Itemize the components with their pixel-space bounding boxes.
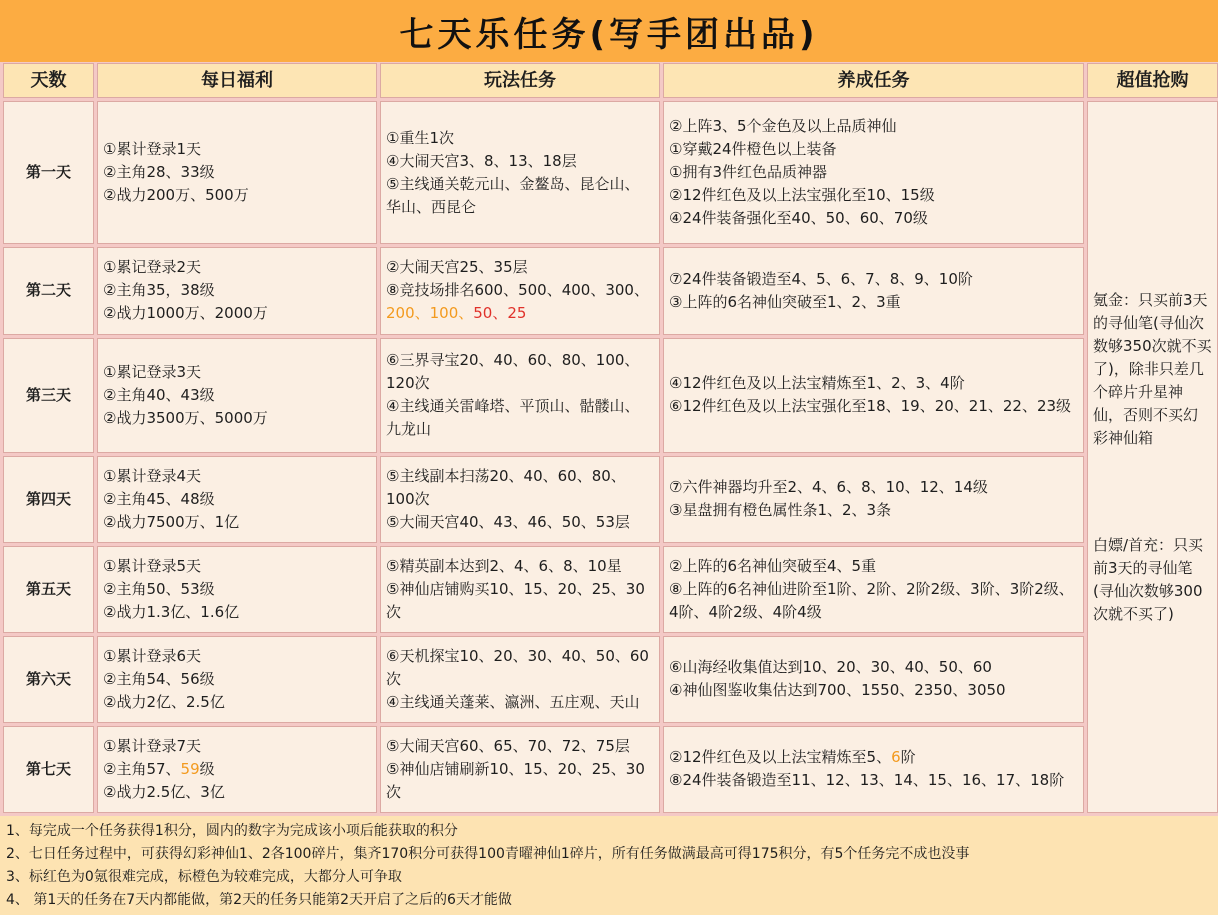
day-label: 第三天 xyxy=(3,338,94,453)
welfare-line xyxy=(103,758,371,781)
task-text: ⑤神仙店铺刷新10、15、20、25、30次 xyxy=(386,759,645,801)
note-line: 1、每完成一个任务获得1积分，圆内的数字为完成该小项后能获取的积分 xyxy=(6,823,458,839)
play-item xyxy=(386,173,654,219)
task-text: ④神仙图鉴收集估达到700、1550、2350、3050 xyxy=(669,681,1006,700)
growth-cell xyxy=(663,247,1084,334)
welfare-cell xyxy=(97,546,377,633)
task-text: ⑥三界寻宝20、40、60、80、100、120次 xyxy=(386,351,640,393)
welfare-text: ②主角45、48级 xyxy=(103,489,215,508)
growth-item xyxy=(669,499,1078,522)
welfare-line xyxy=(103,256,371,279)
welfare-cell xyxy=(97,247,377,334)
note-line: 4、 第1天的任务在7天内都能做，第2天的任务只能第2天开启了之后的6天才能做 xyxy=(6,892,512,908)
day-label: 第五天 xyxy=(3,546,94,633)
welfare-cell xyxy=(97,636,377,723)
task-text: ⑤精英副本达到2、4、6、8、10星 xyxy=(386,556,622,575)
task-text: ②12件红色及以上法宝精炼至5、 xyxy=(669,748,892,767)
growth-cell xyxy=(663,546,1084,633)
play-cell xyxy=(380,546,660,633)
growth-item xyxy=(669,372,1078,395)
task-text: ⑤主线通关乾元山、金鳌岛、昆仑山、华山、西昆仑 xyxy=(386,174,640,216)
task-text: ③上阵的6名神仙突破至1、2、3重 xyxy=(669,292,901,311)
growth-item xyxy=(669,184,1078,207)
play-item xyxy=(386,395,654,441)
task-text: ⑥天机探宝10、20、30、40、50、60次 xyxy=(386,646,649,688)
welfare-line xyxy=(103,161,371,184)
play-item xyxy=(386,645,654,691)
header-growth: 养成任务 xyxy=(663,63,1084,98)
task-text: ⑦24件装备锻造至4、5、6、7、8、9、10阶 xyxy=(669,269,973,288)
task-text: ④24件装备强化至40、50、60、70级 xyxy=(669,209,928,228)
task-text: ⑦六件神器均升至2、4、6、8、10、12、14级 xyxy=(669,478,988,497)
welfare-text: ②战力1.3亿、1.6亿 xyxy=(103,602,240,621)
task-text: ①重生1次 xyxy=(386,128,454,147)
task-text: ①穿戴24件橙色以上装备 xyxy=(669,140,837,159)
growth-item xyxy=(669,207,1078,230)
task-table xyxy=(0,60,1218,816)
notes-panel xyxy=(0,816,1218,915)
task-text: ②上阵3、5个金色及以上品质神仙 xyxy=(669,117,897,136)
welfare-cell xyxy=(97,101,377,244)
play-item xyxy=(386,127,654,150)
note-line: 2、七日任务过程中，可获得幻彩神仙1、2各100碎片，集齐170积分可获得100青曜神仙1碎片，所有任务做满最高可得175积分，有5个任务完不成也没事 xyxy=(6,846,970,862)
growth-cell xyxy=(663,101,1084,244)
welfare-text: ②战力2亿、2.5亿 xyxy=(103,692,225,711)
growth-cell xyxy=(663,726,1084,813)
growth-item xyxy=(669,746,1078,769)
play-cell xyxy=(380,726,660,813)
play-item xyxy=(386,349,654,395)
welfare-text: ②主角35，38级 xyxy=(103,281,215,300)
welfare-line xyxy=(103,361,371,384)
growth-cell xyxy=(663,338,1084,453)
page-title: 七天乐任务(写手团出品) xyxy=(0,0,1218,62)
welfare-line xyxy=(103,601,371,624)
welfare-line xyxy=(103,279,371,302)
play-cell xyxy=(380,247,660,334)
welfare-text: ②主角54、56级 xyxy=(103,669,215,688)
task-text: ④主线通关蓬莱、瀛洲、五庄观、天山 xyxy=(386,692,640,711)
task-text: ②上阵的6名神仙突破至4、5重 xyxy=(669,556,877,575)
growth-item xyxy=(669,291,1078,314)
welfare-text: ①累记登录3天 xyxy=(103,362,201,381)
header-day: 天数 xyxy=(3,63,94,98)
welfare-line xyxy=(103,691,371,714)
play-item xyxy=(386,691,654,714)
play-item xyxy=(386,465,654,511)
welfare-line xyxy=(103,511,371,534)
welfare-text: ①累计登录6天 xyxy=(103,646,201,665)
welfare-text: ②主角28、33级 xyxy=(103,163,215,182)
day-label: 第二天 xyxy=(3,247,94,334)
play-item xyxy=(386,511,654,534)
day-row xyxy=(3,726,1218,813)
task-text: ①拥有3件红色品质神器 xyxy=(669,163,827,182)
task-text: ⑤神仙店铺购买10、15、20、25、30次 xyxy=(386,579,645,621)
growth-item xyxy=(669,476,1078,499)
welfare-line xyxy=(103,781,371,804)
task-text: ④主线通关雷峰塔、平顶山、骷髅山、九龙山 xyxy=(386,397,640,439)
task-text: ⑧竞技场排名600、500、400、300、 xyxy=(386,281,649,300)
welfare-cell xyxy=(97,338,377,453)
day-label: 第四天 xyxy=(3,456,94,543)
task-text: ⑤主线副本扫荡20、40、60、80、100次 xyxy=(386,466,626,508)
welfare-text: ②战力1000万、2000万 xyxy=(103,304,268,323)
day-row xyxy=(3,338,1218,453)
day-label: 第六天 xyxy=(3,636,94,723)
day-label: 第一天 xyxy=(3,101,94,244)
welfare-suffix: 级 xyxy=(199,759,215,778)
welfare-text: ②主角50、53级 xyxy=(103,579,215,598)
task-text: ②12件红色及以上法宝强化至10、15级 xyxy=(669,186,935,205)
growth-item xyxy=(669,656,1078,679)
task-text: ④大闹天宫3、8、13、18层 xyxy=(386,151,577,170)
welfare-line xyxy=(103,668,371,691)
welfare-text: ①累计登录1天 xyxy=(103,140,201,159)
highlight-orange: 200、100、 xyxy=(386,304,474,323)
welfare-text: ②战力2.5亿、3亿 xyxy=(103,782,225,801)
welfare-line xyxy=(103,645,371,668)
play-item xyxy=(386,758,654,804)
play-cell xyxy=(380,338,660,453)
welfare-text: ①累记登录2天 xyxy=(103,258,201,277)
welfare-text: ①累计登录4天 xyxy=(103,466,201,485)
day-row xyxy=(3,247,1218,334)
growth-cell xyxy=(663,456,1084,543)
welfare-text: ①累计登录7天 xyxy=(103,736,201,755)
growth-item xyxy=(669,679,1078,702)
play-item xyxy=(386,256,654,279)
play-item xyxy=(386,578,654,624)
welfare-text: ②战力3500万、5000万 xyxy=(103,408,268,427)
task-text: ②大闹天宫25、35层 xyxy=(386,258,528,277)
play-cell xyxy=(380,456,660,543)
play-item xyxy=(386,150,654,173)
welfare-cell xyxy=(97,456,377,543)
welfare-line xyxy=(103,302,371,325)
welfare-line xyxy=(103,138,371,161)
purchase-text: 氪金：只买前3天的寻仙笔(寻仙次数够350次就不买了)，除非只差几个碎片升星神仙，否则不买幻彩神仙箱 xyxy=(1093,290,1212,447)
welfare-cell xyxy=(97,726,377,813)
growth-cell xyxy=(663,636,1084,723)
highlight-orange: 6 xyxy=(891,748,901,767)
day-row xyxy=(3,636,1218,723)
highlight-red: 50、25 xyxy=(473,304,527,323)
task-text: ③星盘拥有橙色属性条1、2、3条 xyxy=(669,501,892,520)
growth-item xyxy=(669,555,1078,578)
growth-item xyxy=(669,138,1078,161)
welfare-text: ②主角40、43级 xyxy=(103,385,215,404)
welfare-line xyxy=(103,184,371,207)
welfare-text: ②战力7500万、1亿 xyxy=(103,512,240,531)
task-text: ⑥山海经收集值达到10、20、30、40、50、60 xyxy=(669,658,992,677)
welfare-line xyxy=(103,465,371,488)
header-welfare: 每日福利 xyxy=(97,63,377,98)
growth-item xyxy=(669,578,1078,624)
task-text: 阶 xyxy=(900,748,916,767)
day-row xyxy=(3,546,1218,633)
header-row xyxy=(3,63,1218,98)
welfare-line xyxy=(103,407,371,430)
growth-item xyxy=(669,115,1078,138)
growth-item xyxy=(669,395,1078,418)
play-cell xyxy=(380,101,660,244)
play-item xyxy=(386,279,654,325)
header-play: 玩法任务 xyxy=(380,63,660,98)
play-item xyxy=(386,735,654,758)
play-item xyxy=(386,555,654,578)
growth-item xyxy=(669,769,1078,792)
day-label: 第七天 xyxy=(3,726,94,813)
purchase-cell xyxy=(1087,101,1218,813)
welfare-line xyxy=(103,555,371,578)
play-cell xyxy=(380,636,660,723)
welfare-text: ①累计登录5天 xyxy=(103,556,201,575)
welfare-line xyxy=(103,578,371,601)
welfare-line xyxy=(103,735,371,758)
welfare-text: ②主角57、 xyxy=(103,759,181,778)
task-text: ⑤大闹天宫60、65、70、72、75层 xyxy=(386,736,630,755)
welfare-text: ②战力200万、500万 xyxy=(103,186,249,205)
growth-item xyxy=(669,268,1078,291)
welfare-line xyxy=(103,488,371,511)
task-text: ⑧24件装备锻造至11、12、13、14、15、16、17、18阶 xyxy=(669,771,1065,790)
task-text: ⑤大闹天宫40、43、46、50、53层 xyxy=(386,512,630,531)
purchase-text: 白嫖/首充：只买前3天的寻仙笔(寻仙次数够300次就不买了) xyxy=(1093,535,1204,623)
task-text: ⑧上阵的6名神仙进阶至1阶、2阶、2阶2级、3阶、3阶2级、4阶、4阶2级、4阶4级 xyxy=(669,579,1074,621)
header-purchase: 超值抢购 xyxy=(1087,63,1218,98)
highlight-orange: 59 xyxy=(180,759,200,778)
welfare-line xyxy=(103,384,371,407)
task-text: ⑥12件红色及以上法宝强化至18、19、20、21、22、23级 xyxy=(669,397,1072,416)
growth-item xyxy=(669,161,1078,184)
day-row xyxy=(3,456,1218,543)
task-text: ④12件红色及以上法宝精炼至1、2、3、4阶 xyxy=(669,374,965,393)
note-line: 3、标红色为0氪很难完成，标橙色为较难完成，大都分人可争取 xyxy=(6,869,402,885)
day-row xyxy=(3,101,1218,244)
